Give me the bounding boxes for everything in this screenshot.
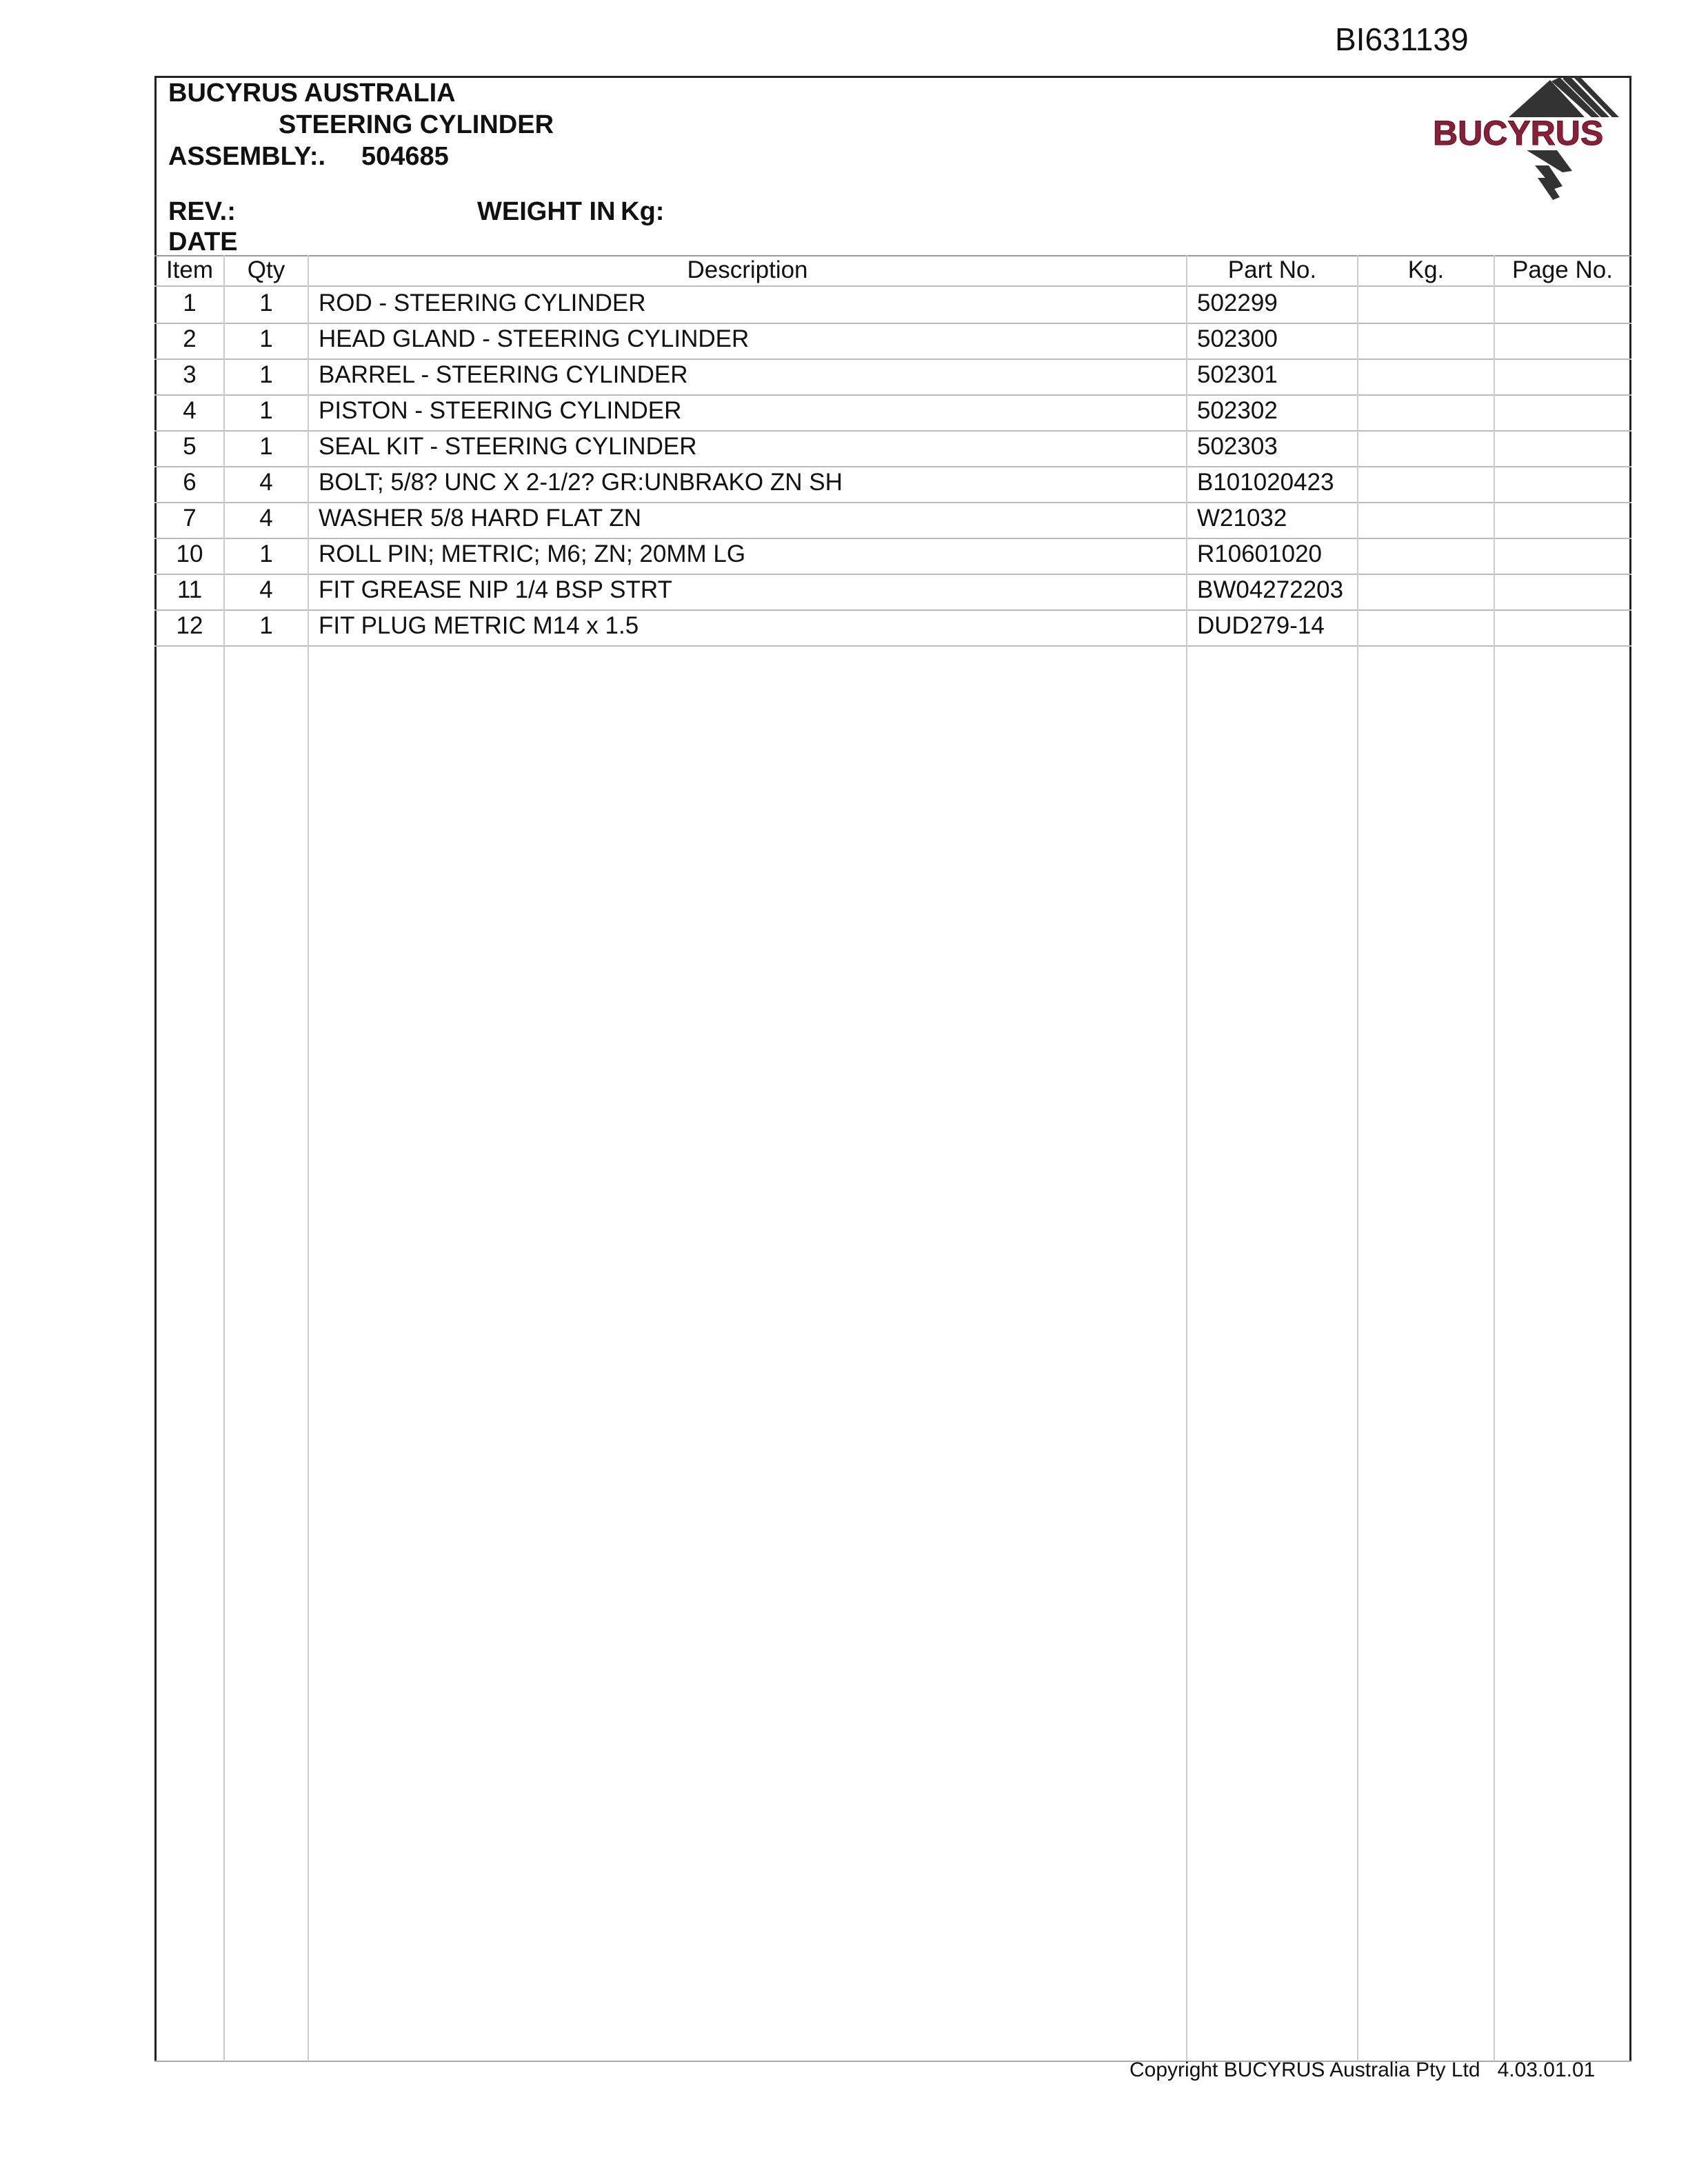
cell-description: FIT PLUG METRIC M14 x 1.5 [319, 612, 639, 639]
copyright-text: Copyright BUCYRUS Australia Pty Ltd [1129, 2059, 1480, 2081]
cell-description: WASHER 5/8 HARD FLAT ZN [319, 505, 642, 532]
col-divider-pageno [1494, 255, 1495, 2061]
col-divider-partno [1186, 255, 1187, 2061]
cell-part-number: 502301 [1197, 361, 1278, 388]
cell-description: FIT GREASE NIP 1/4 BSP STRT [319, 576, 672, 603]
cell-part-number: 502299 [1197, 290, 1278, 316]
cell-item-number: 2 [183, 325, 197, 352]
cell-quantity: 4 [259, 576, 273, 603]
row-divider [154, 358, 1631, 360]
bucyrus-logo [1427, 74, 1631, 205]
cell-part-number: BW04272203 [1197, 576, 1344, 603]
row-divider [154, 538, 1631, 539]
cell-quantity: 1 [259, 325, 273, 352]
column-header-description: Description [687, 256, 808, 283]
cell-item-number: 10 [176, 540, 203, 567]
cell-quantity: 1 [259, 361, 273, 388]
logo-wordmark: BUCYRUS [1433, 114, 1604, 152]
cell-part-number: W21032 [1197, 505, 1287, 532]
cell-item-number: 6 [183, 469, 197, 496]
cell-item-number: 1 [183, 290, 197, 316]
cell-item-number: 3 [183, 361, 197, 388]
header-row-line [154, 285, 1631, 287]
column-header-qty: Qty [247, 256, 285, 283]
cell-part-number: DUD279-14 [1197, 612, 1325, 639]
cell-quantity: 4 [259, 469, 273, 496]
cell-quantity: 1 [259, 612, 273, 639]
cell-part-number: 502302 [1197, 397, 1278, 424]
column-header-page-no: Page No. [1512, 256, 1613, 283]
row-divider [154, 645, 1631, 647]
assembly-title: STEERING CYLINDER [279, 110, 554, 139]
company-name: BUCYRUS AUSTRALIA [168, 79, 456, 108]
rev-label: REV.: [168, 197, 236, 226]
row-divider [154, 394, 1631, 396]
column-header-part-no: Part No. [1227, 256, 1317, 283]
date-label: DATE [168, 228, 238, 256]
cell-part-number: R10601020 [1197, 540, 1322, 567]
cell-part-number: 502300 [1197, 325, 1278, 352]
row-divider [154, 502, 1631, 503]
cell-quantity: 4 [259, 505, 273, 532]
row-divider [154, 466, 1631, 467]
cell-quantity: 1 [259, 290, 273, 316]
cell-item-number: 4 [183, 397, 197, 424]
cell-item-number: 11 [177, 576, 203, 603]
cell-description: BOLT; 5/8? UNC X 2-1/2? GR:UNBRAKO ZN SH [319, 469, 843, 496]
column-header-kg: Kg. [1407, 256, 1445, 283]
cell-description: ROLL PIN; METRIC; M6; ZN; 20MM LG [319, 540, 746, 567]
col-divider-kg [1357, 255, 1358, 2061]
copyright-footer [1129, 2059, 1595, 2082]
row-divider [154, 574, 1631, 575]
cell-description: PISTON - STEERING CYLINDER [319, 397, 682, 424]
cell-item-number: 12 [176, 612, 203, 639]
cell-description: BARREL - STEERING CYLINDER [319, 361, 688, 388]
col-divider-description [308, 255, 309, 2061]
weight-label: WEIGHT IN Kg: [477, 197, 665, 226]
cell-part-number: 502303 [1197, 433, 1278, 460]
row-divider [154, 323, 1631, 324]
cell-item-number: 5 [183, 433, 197, 460]
document-id: BI631139 [1335, 21, 1469, 57]
cell-description: HEAD GLAND - STEERING CYLINDER [319, 325, 750, 352]
row-divider [154, 609, 1631, 611]
column-header-item: Item [165, 256, 214, 283]
cell-description: SEAL KIT - STEERING CYLINDER [319, 433, 697, 460]
version-number: 4.03.01.01 [1497, 2059, 1596, 2081]
assembly-label: ASSEMBLY:. [168, 142, 326, 171]
cell-part-number: B101020423 [1197, 469, 1334, 496]
cell-item-number: 7 [183, 505, 197, 532]
cell-quantity: 1 [259, 397, 273, 424]
cell-quantity: 1 [259, 540, 273, 567]
assembly-number: 504685 [361, 142, 449, 171]
cell-quantity: 1 [259, 433, 273, 460]
row-divider [154, 430, 1631, 432]
cell-description: ROD - STEERING CYLINDER [319, 290, 646, 316]
